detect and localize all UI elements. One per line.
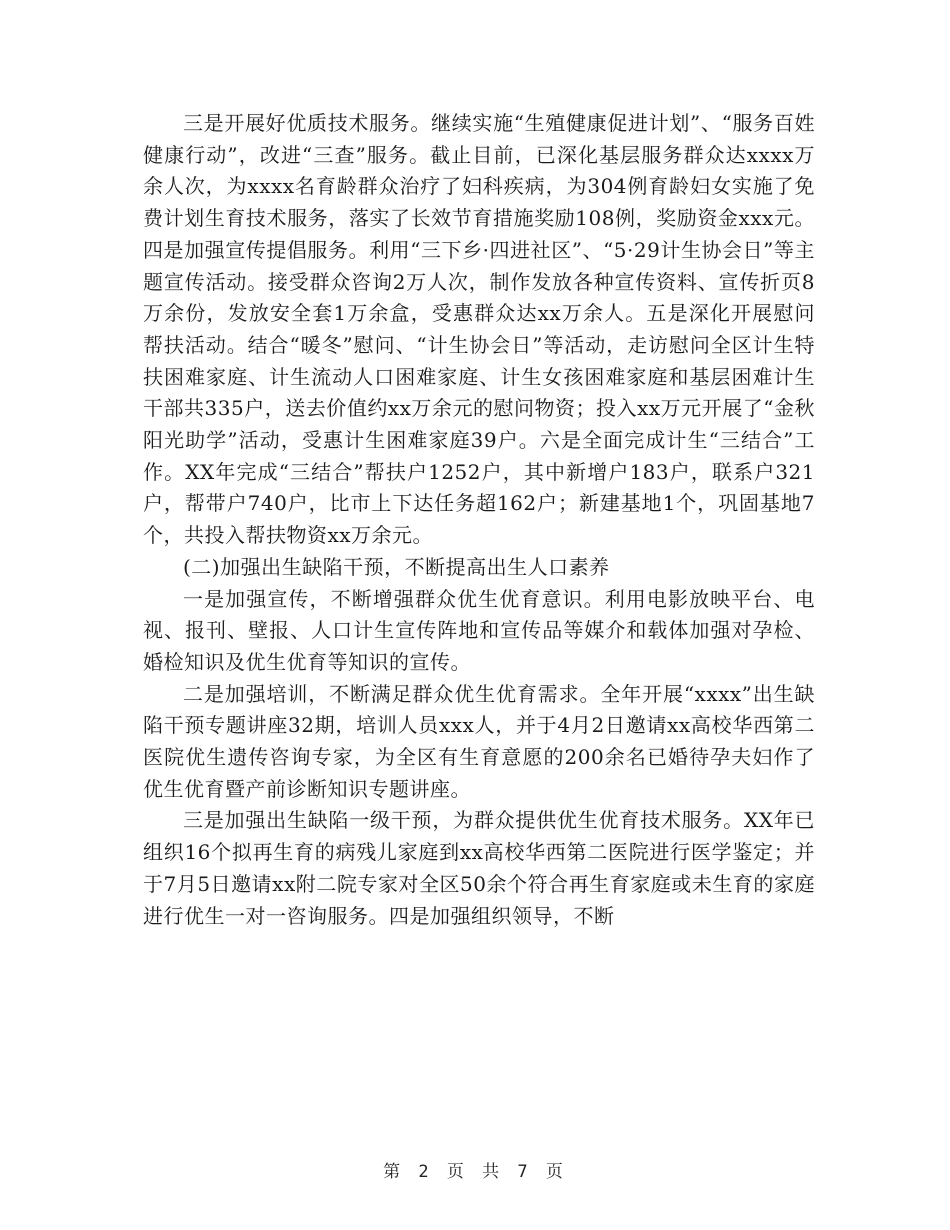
paragraph-publicity: 一是加强宣传，不断增强群众优生优育意识。利用电影放映平台、电视、报刊、壁报、人口计生宣传阵地和宣传品等媒介和载体加强对孕检、婚检知识及优生优育等知识的宣传。: [143, 586, 815, 674]
paragraph-first-level-intervention: 三是加强出生缺陷一级干预，为群众提供优生优育技术服务。XX年已组织16个拟再生育的病残儿家庭到xx高校华西第二医院进行医学鉴定；并于7月5日邀请xx附二院专家对全区50余个符合再生育家庭或未生育的家庭进行优生一对一咨询服务。四是加强组织领导，不断: [143, 808, 815, 928]
paragraph-training: 二是加强培训，不断满足群众优生优育需求。全年开展“xxxx”出生缺陷干预专题讲座32期，培训人员xxx人，并于4月2日邀请xx高校华西第二医院优生遗传咨询专家，为全区有生育意愿的200余名已婚待孕夫妇作了优生优育暨产前诊断知识专题讲座。: [143, 681, 815, 801]
document-body: [143, 108, 815, 932]
section-heading-birth-defects: (二)加强出生缺陷干预，不断提高出生人口素养: [183, 554, 610, 579]
paragraph-technical-services: 三是开展好优质技术服务。继续实施“生殖健康促进计划”、“服务百姓健康行动”，改进“三查”服务。截止目前，已深化基层服务群众达xxxx万余人次，为xxxx名育龄群众治疗了妇科疾病，为304例育龄妇女实施了免费计划生育技术服务，落实了长效节育措施奖励108例，奖励资金xxx元。四是加强宣传提倡服务。利用“三下乡·四进社区”、“5·29计生协会日”等主题宣传活动。接受群众咨询2万人次，制作发放各种宣传资料、宣传折页8万余份，发放安全套1万余盒，受惠群众达xx万余人。五是深化开展慰问帮扶活动。结合“暖冬”慰问、“计生协会日”等活动，走访慰问全区计生特扶困难家庭、计生流动人口困难家庭、计生女孩困难家庭和基层困难计生干部共335户，送去价值约xx万余元的慰问物资；投入xx万元开展了“金秋阳光助学”活动，受惠计生困难家庭39户。六是全面完成计生“三结合”工作。XX年完成“三结合”帮扶户1252户，其中新增户183户，联系户321户，帮带户740户，比市上下达任务超162户；新建基地1个，巩固基地7个，共投入帮扶物资xx万余元。: [143, 111, 815, 548]
page-number-footer: 第 2 页 共 7 页: [383, 1162, 567, 1182]
